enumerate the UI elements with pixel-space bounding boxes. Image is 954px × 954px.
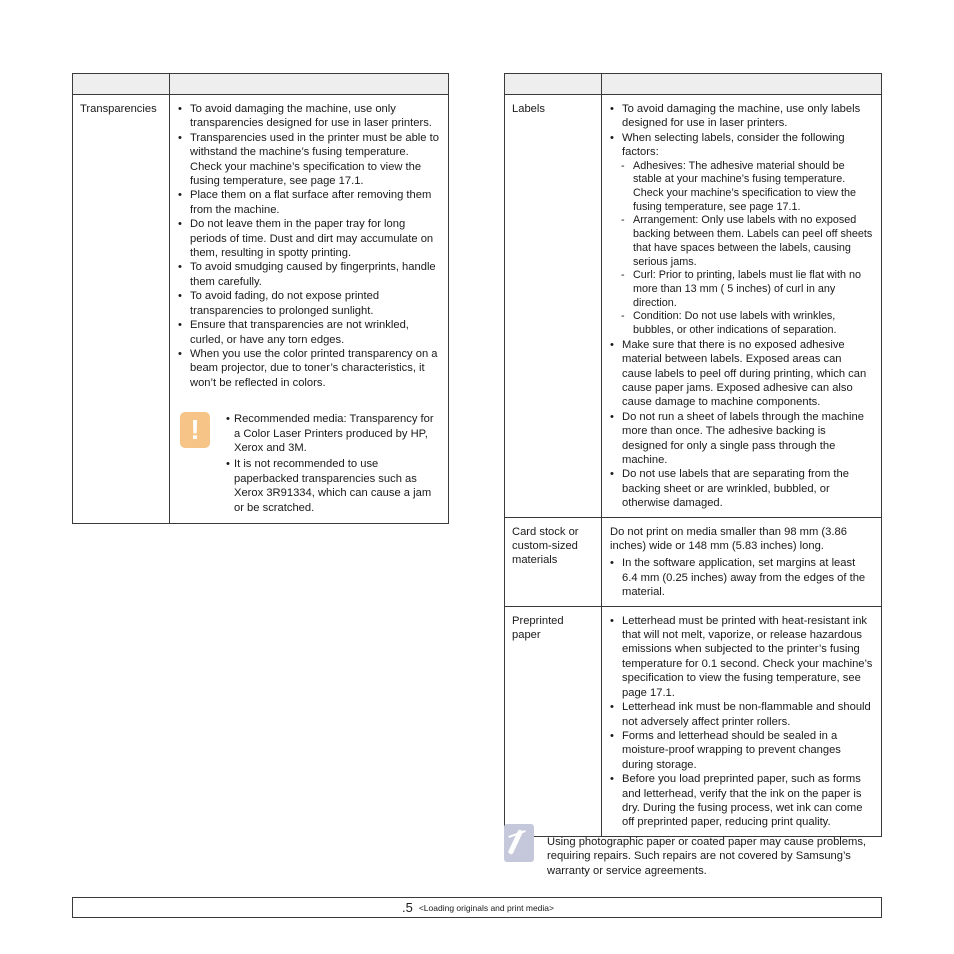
list-item: • Transparencies used in the printer must be able to withstand the machine’s fusing temperature. Check your machine’s specification to view the fusing temperature, see page 17.1. xyxy=(178,131,440,189)
list-item: • Ensure that transparencies are not wrinkled, curled, or have any torn edges. xyxy=(178,318,440,347)
list-item: • When you use the color printed transparency on a beam projector, due to toner’s characteristics, it won’t be reflected in colors. xyxy=(178,347,440,390)
table-header-row xyxy=(73,74,449,95)
guidelines-cell xyxy=(602,517,882,606)
list-item: • Recommended media: Transparency for a Color Laser Printers produced by HP, Xerox and 3M. xyxy=(226,412,440,455)
media-type-cell: Transparencies xyxy=(73,95,170,524)
list-item: • Letterhead ink must be non-flammable and should not adversely affect printer rollers. xyxy=(610,700,873,729)
list-item: • To avoid smudging caused by fingerprints, handle them carefully. xyxy=(178,260,440,289)
table-row xyxy=(73,95,449,524)
exclamation-icon: ! xyxy=(180,412,210,448)
list-item: • Do not use labels that are separating from the backing sheet or are wrinkled, bubbled, or otherwise damaged. xyxy=(610,467,873,510)
table-header-row xyxy=(505,74,882,95)
guidelines-cell xyxy=(602,606,882,836)
list-item: • Do not leave them in the paper tray for long periods of time. Dust and dirt may accumulate on them, resulting in spotty printing. xyxy=(178,217,440,260)
page-footer xyxy=(72,897,882,918)
list-item: • Forms and letterhead should be sealed in a moisture-proof wrapping to prevent changes during storage. xyxy=(610,729,873,772)
caution-box xyxy=(178,412,440,517)
list-item: • To avoid damaging the machine, use only transparencies designed for use in laser printers. xyxy=(178,102,440,131)
list-item: • Letterhead must be printed with heat-resistant ink that will not melt, vaporize, or release hazardous emissions when subjected to the printer’s fusing temperature for 0.1 second. Check your machine’s specification to view the fusing temperature, see page 17.1. xyxy=(610,614,873,700)
section-title: <Loading originals and print media> xyxy=(418,902,554,913)
table-header-cell-type xyxy=(505,74,602,95)
guideline-list xyxy=(610,614,873,830)
note-box xyxy=(504,824,884,878)
media-type-cell: Labels xyxy=(505,95,602,518)
list-item: • To avoid damaging the machine, use only labels designed for use in laser printers. xyxy=(610,102,873,131)
list-item: • Make sure that there is no exposed adhesive material between labels. Exposed areas can cause labels to peel off during printing, which can cause paper jams. Exposed adhesive can also cause damage to machine components. xyxy=(610,338,873,410)
list-item: • In the software application, set margins at least 6.4 mm (0.25 inches) away from the edges of the material. xyxy=(610,556,873,599)
media-type-cell: Preprinted paper xyxy=(505,606,602,836)
table-header-cell-guidelines xyxy=(602,74,882,95)
page-number: .5 xyxy=(402,900,413,915)
table-header-cell-type xyxy=(73,74,170,95)
list-item: • Place them on a flat surface after removing them from the machine. xyxy=(178,188,440,217)
list-item: • It is not recommended to use paperbacked transparencies such as Xerox 3R91334, which can cause a jam or be scratched. xyxy=(226,457,440,515)
list-item: • Do not run a sheet of labels through the machine more than once. The adhesive backing is designed for only a single pass through the machine. xyxy=(610,410,873,468)
sub-list-item: - Curl: Prior to printing, labels must lie flat with no more than 13 mm ( 5 inches) of curl in any direction. xyxy=(610,269,873,310)
guideline-list xyxy=(178,102,440,390)
list-item: • When selecting labels, consider the following factors: xyxy=(610,131,873,160)
media-guidelines-table xyxy=(504,73,882,837)
table-row xyxy=(505,606,882,836)
sub-list-item: - Arrangement: Only use labels with no exposed backing between them. Labels can peel off sheets that have spaces between the labels, causing serious jams. xyxy=(610,214,873,269)
pen-note-icon xyxy=(504,824,534,862)
table-row xyxy=(505,517,882,606)
guidelines-cell xyxy=(170,95,449,524)
sub-list-item: - Condition: Do not use labels with wrinkles, bubbles, or other indications of separation. xyxy=(610,310,873,337)
guidelines-cell xyxy=(602,95,882,518)
note-text: Using photographic paper or coated paper may cause problems, requiring repairs. Such repairs are not covered by Samsung’s warranty or service agreements. xyxy=(547,836,867,877)
list-item: • To avoid fading, do not expose printed transparencies to prolonged sunlight. xyxy=(178,289,440,318)
sub-list-item: - Adhesives: The adhesive material should be stable at your machine’s fusing temperature. Check your machine’s specification to view the fusing temperature, see page 17.1. xyxy=(610,160,873,215)
caution-list xyxy=(226,412,440,517)
transparencies-table xyxy=(72,73,449,524)
intro-text: Do not print on media smaller than 98 mm (3.86 inches) wide or 148 mm (5.83 inches) long. xyxy=(610,525,847,553)
guideline-list xyxy=(610,102,873,511)
table-header-cell-guidelines xyxy=(170,74,449,95)
media-type-cell: Card stock or custom-sized materials xyxy=(505,517,602,606)
table-row xyxy=(505,95,882,518)
list-item: • Before you load preprinted paper, such as forms and letterhead, verify that the ink on the paper is dry. During the fusing process, wet ink can come off preprinted paper, reducing print quality. xyxy=(610,772,873,830)
guideline-list xyxy=(610,556,873,599)
